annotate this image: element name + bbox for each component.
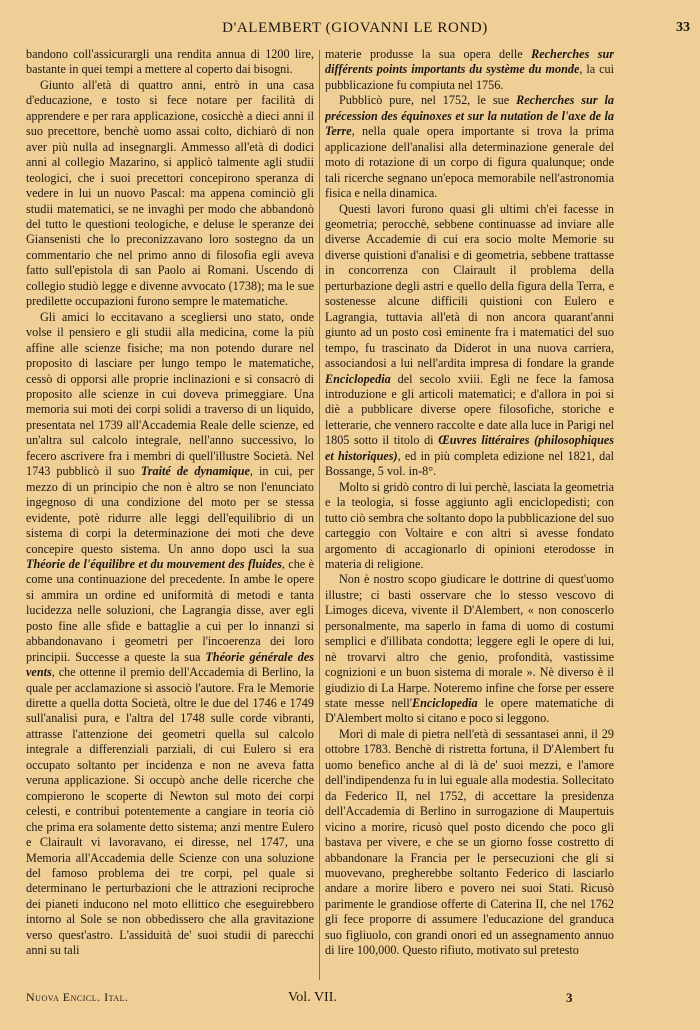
paragraph-text: Giunto all'età di quattro anni, entrò in una casa d'educazione, e tosto si fece notare per facilità di apprendere e per rara applicazione, cosicchè a dieci anni il suo precettore, benchè uomo assai colto, dichiarò di non aver più nulla ad insegnargli. Ammesso all'età di dodici anni al collegio Mazarino, si applicò talmente agli studii teologici, che i suoi precettori concepirono speranza di vedere in lui un nuovo Pascal: ma appena cominciò gli studii matematici, se ne invaghì per modo che abbandonò del tutto le questioni teologiche, e deluse le speranze dei Giansenisti che lo preconizzavano loro sostegno da un commentario che nel primo anno di filosofia egli aveva fatto sull'epistola di san Paolo ai Romani. Uscendo di collegio studiò legge e divenne avvocato (1738); ma le sue predilette occupazioni furono sempre le matematiche. xyxy=(26,77,314,309)
column-divider xyxy=(319,50,320,980)
footer-volume: Vol. VII. xyxy=(288,990,337,1005)
footer-signature: 3 xyxy=(566,990,573,1005)
paragraph xyxy=(325,202,614,480)
paragraph-text: materie produsse la sua opera delle xyxy=(325,47,532,61)
paragraph xyxy=(26,78,314,310)
paragraph-text: , che è come una continuazione del precedente. In ambe le opere si ammira un ordine ed uniformità di metodi e tanta lucidezza nelle soluzioni, che Lagrangia disse, aver egli posto fine alle sfide e battaglie a cui per lo innanzi si abbandonavano i geometri per l'incoerenza dei loro principii. Successe a queste la sua xyxy=(26,556,314,664)
paragraph-text: Gli amici lo eccitavano a scegliersi uno stato, onde volse il pensiero e gli studii alla medicina, come la più affine alle scienze fisiche; ma non potendo durare nel proposito di lasciare per lungo tempo le matematiche, cessò di opporsi alle proprie inclinazioni e si consacrò di proposito alle scienze in cui doveva primeggiare. Una memoria sui moti dei corpi solidi a traverso di un liquido, presentata nel 1739 all'Accademia Reale delle scienze, ed un'altra sul calcolo integrale, nell'anno successivo, lo fecero ascrivere fra i membri di quell'illustre Società. Nel 1743 pubblicò il suo xyxy=(26,309,314,479)
paragraph-text: , la cui pubblicazione fu compiuta nel 1756. xyxy=(325,62,614,92)
italic-title: Enciclopedia xyxy=(411,696,478,711)
paragraph-text: , che ottenne il premio dell'Accademia di Berlino, la quale per acclamazione si associò l'autore. Fra le Memorie dirette a quella dotta Società, oltre le due del 1746 e 1749 sull'analisi pura, e l'altra del 1748 sulle corde vibranti, attrasse l'attenzione dei geometri quella sul calcolo integrale a differenziali parziali, di cui Eulero si era occupato soltanto per incidenza e non ne aveva fatta veruna applicazione. Si occupò anche delle ricerche che compierono le scoperte di Newton sul moto dei corpi celesti, e contribuì potentemente a cangiare in teoria ciò che prima era solamente detto sistema; anzi mentre Eulero e Clairault vi lavoravano, ei diresse, nel 1747, una Memoria all'Accademia delle Scienze con una soluzione del famoso problema dei tre corpi, pel quale si determinano le perturbazioni che le attrazioni reciproche dei pianeti inducono nel moto ellittico che eseguirebbero intorno al Sole se non obbedissero che alla gravitazione verso quest'astro. L'assiduità de' suoi studii di parecchi anni su tali xyxy=(26,665,314,958)
paragraph-text: del secolo xviii. Egli ne fece la famosa introduzione e gli articoli matematici; e d'allora in poi si diè a pubblicare diverse opere filosofiche, storiche e letterarie, che vennero raccolte e date alla luce in Parigi nel 1805 sotto il titolo di xyxy=(325,371,614,448)
paragraph-text: , ed in più completa edizione nel 1821, dal Bossange, 5 vol. in-8°. xyxy=(325,448,614,479)
paragraph-text: bandono coll'assicurargli una rendita annua di 1200 lire, bastante in quei tempi a mettere al coperto dai bisogni. xyxy=(26,47,314,77)
italic-title: Recherches sur différents points importants du système du monde xyxy=(325,47,614,77)
paragraph-text: , nella quale opera importante si trova la prima applicazione dell'analisi alla determinazione generale del moto di rotazione di un corpo di figura qualunque; onde tali ricerche segnano un'epoca memorabile nell'astronomia fisica e nella dinamica. xyxy=(325,124,614,201)
italic-title: Théorie de l'équilibre et du mouvement des fluides xyxy=(26,556,282,571)
paragraph-text: Pubblicò pure, nel 1752, le sue xyxy=(339,93,517,108)
paragraph-text: Questi lavori furono quasi gli ultimi ch'ei facesse in geometria; perocchè, sebbene continuasse ad inviare alle diverse Accademie di cui era socio molte Memorie su diverse quistioni d'analisi e di geometria, sebbene trattasse in concorrenza con Clairault il problema della perturbazione degli astri e quello della figura della Terra, e sostenesse alcune difficili quistioni con Eulero e Lagrangia, tuttavia all'età di non ancora quarant'anni giunto ad un posto così eminente fra i matematici del suo tempo, fu trascinato da Diderot in una nuova carriera, associandosi a lui nell'ardita impresa di fondare la grande xyxy=(325,201,614,371)
paragraph xyxy=(26,310,314,959)
paragraph-text: Non è nostro scopo giudicare le dottrine di quest'uomo illustre; ci basti osservare che lo stesso vescovo di Limoges diceva, vivente il D'Alembert, « non conoscerlo personalmente, ma saperlo in fama di uomo di costumi semplici e d'illibata condotta; leggere egli le opere di lui, nè trovarvi altro che genio, profondità, vastissime cognizioni e un buon sistema di morale ». Nè diverso è il giudizio di La Harpe. Noteremo infine che forse per essere state messe nell' xyxy=(325,572,614,711)
paragraph xyxy=(325,572,614,727)
page-number: 33 xyxy=(676,20,690,35)
paragraph xyxy=(325,93,614,201)
italic-title: Théorie générale des vents xyxy=(26,649,314,680)
italic-title: Enciclopedia xyxy=(325,371,391,386)
paragraph xyxy=(325,480,614,573)
italic-title: Recherches sur la précession des équinoxes et sur la nutation de l'axe de la Terre xyxy=(325,93,614,139)
paragraph xyxy=(26,47,314,78)
paragraph-text: Morì di male di pietra nell'età di sessantasei anni, il 29 ottobre 1783. Benchè di ristretta fortuna, il D'Alembert fu uomo benefico anche al di là de' suoi mezzi, e l'amore dell'indipendenza fu in lui eguale alla modestia. Sollecitato da Federico II, nel 1752, di accettare la presidenza dell'Accademia di Berlino in surrogazione di Maupertuis vicino a morire, ricusò quel posto dicendo che poco gli bastava per vivere, e che se un giorno fosse costretto di abbandonare la Francia per le persecuzioni che gli si muovevano, pregherebbe soltanto Federico di lasciarlo andare a morire libero e povero nei suoi Stati. Ricusò parimente le grandiose offerte di Caterina II, che nel 1762 gli fece proporre di assumere l'educazione del granduca suo figliuolo, con grandi onori ed un assegnamento annuo di lire 100,000. Questo rifiuto, motivato sul pretesto xyxy=(325,726,614,958)
italic-title: Traité de dynamique xyxy=(140,464,250,479)
italic-title: Œuvres littéraires (philosophiques et historiques) xyxy=(325,433,614,463)
paragraph xyxy=(325,47,614,93)
paragraph xyxy=(325,727,614,959)
paragraph-text: , in cui, per mezzo di un principio che non è altro se non l'enunciato ingegnoso di una condizione del moto per se stessa evidente, potè ridurre alle leggi dell'equilibrio di un sistema di corpi la determinazione dei moti che deve concepire questo sistema. Un anno dopo uscì la sua xyxy=(26,464,314,556)
right-text-column xyxy=(325,47,614,987)
running-title: D'ALEMBERT (GIOVANNI LE ROND) xyxy=(222,20,488,36)
page-footer xyxy=(26,990,606,1010)
left-text-column xyxy=(26,47,314,987)
page-header xyxy=(20,20,690,42)
paragraph-text: le opere matematiche di D'Alembert molto si citano e poco si leggono. xyxy=(325,696,614,726)
paragraph-text: Molto si gridò contro di lui perchè, lasciata la geometria e la teologia, si fosse aggiunto agli enciclopedisti; con tutto ciò sembra che soltanto dopo la pubblicazione del suo carteggio con Voltaire e con altri si avesse fondato argomento di accagionarlo di opinioni eterodosse in materia di religione. xyxy=(325,479,614,571)
footer-publication: Nuova Encicl. Ital. xyxy=(26,990,129,1004)
